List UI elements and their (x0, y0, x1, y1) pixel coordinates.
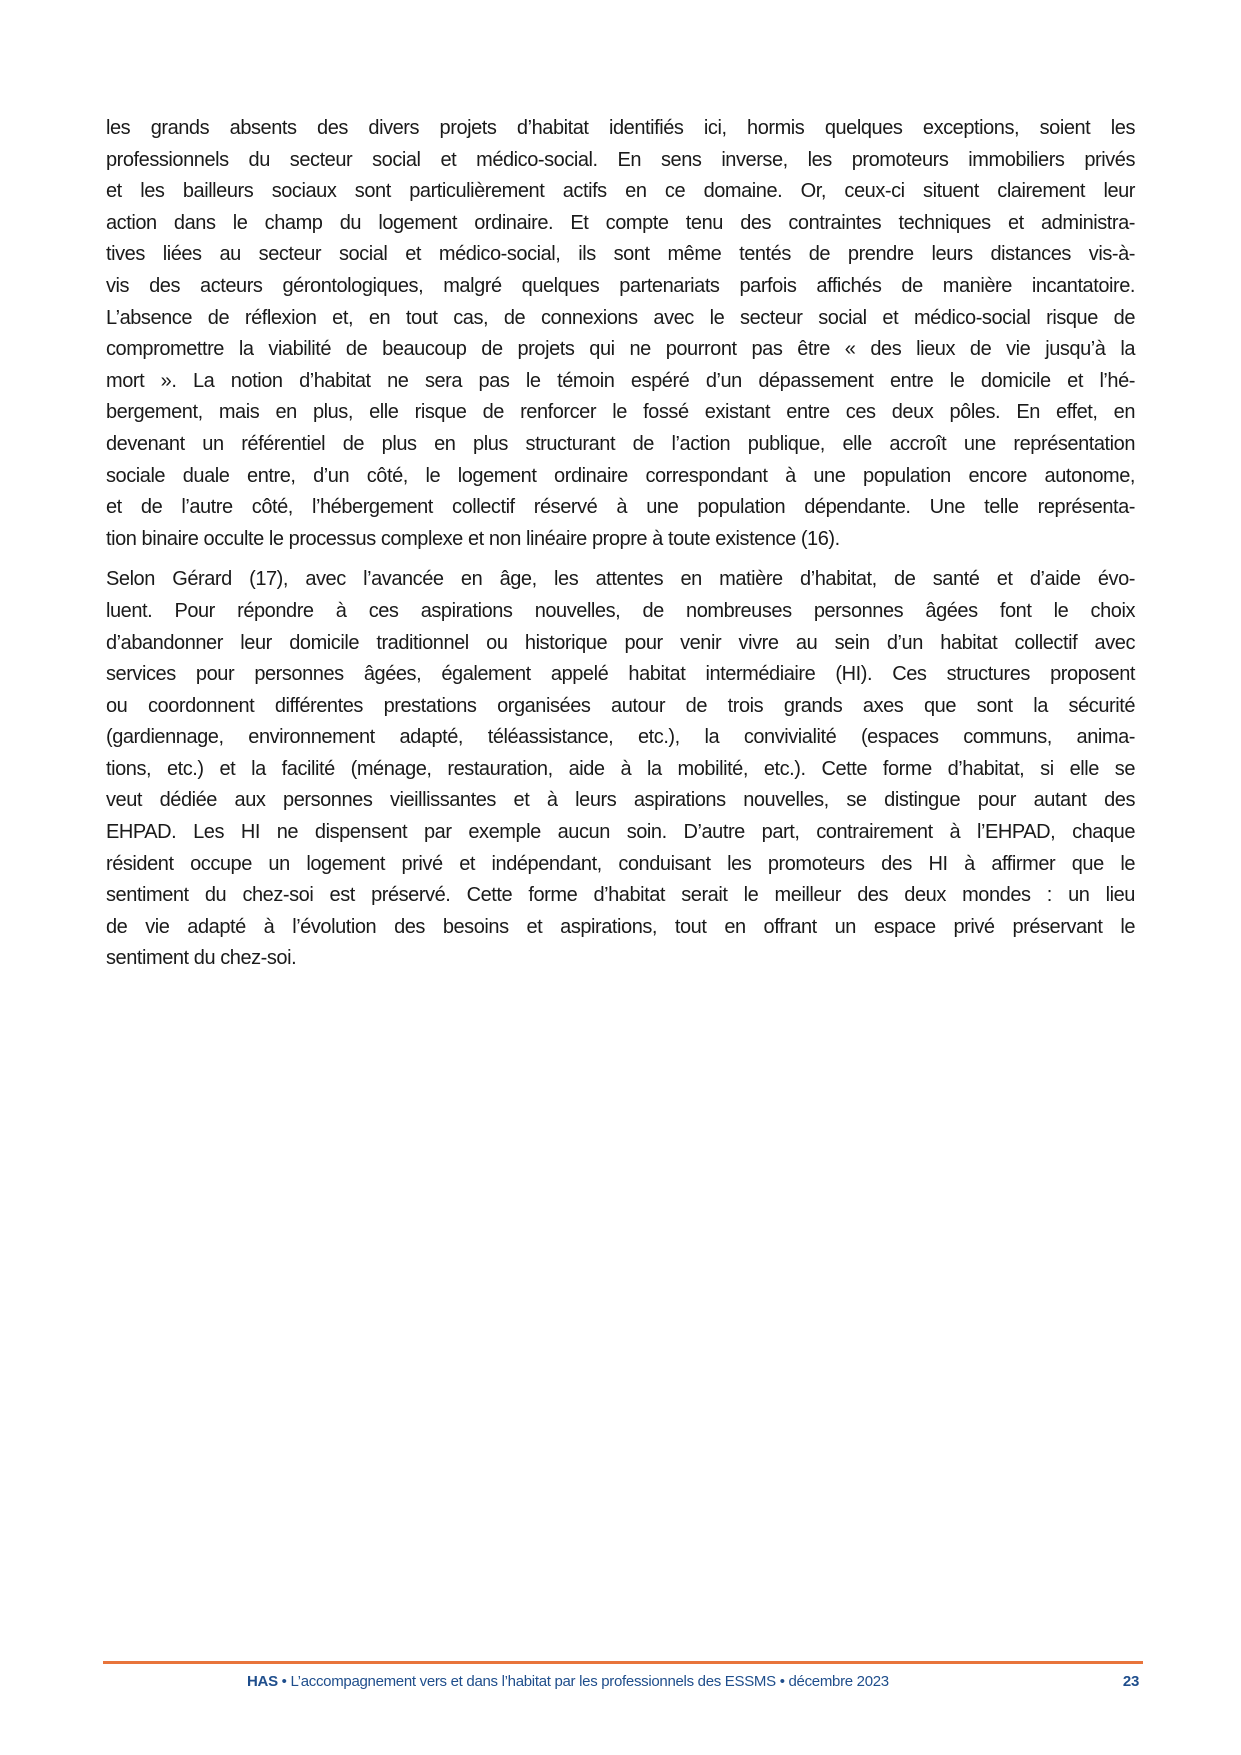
paragraph-1 (106, 113, 1135, 555)
text-line: EHPAD. Les HI ne dispensent par exemple aucun soin. D’autre part, contrairement à l’EHPAD, chaque (106, 821, 1135, 844)
footer-title: L’accompagnement vers et dans l’habitat par les professionnels des ESSMS (290, 1673, 776, 1690)
text-line: résident occupe un logement privé et indépendant, conduisant les promoteurs des HI à affirmer que le (106, 852, 1135, 875)
text-line: devenant un référentiel de plus en plus structurant de l’action publique, elle accroît une représentation (106, 432, 1135, 455)
paragraph-2 (106, 564, 1135, 975)
text-line: luent. Pour répondre à ces aspirations nouvelles, de nombreuses personnes âgées font le choix (106, 599, 1135, 622)
text-line: sociale duale entre, d’un côté, le logement ordinaire correspondant à une population encore autonome, (106, 464, 1135, 487)
footer-date: décembre 2023 (788, 1673, 889, 1690)
footer-separator: • (775, 1673, 789, 1690)
page-number: 23 (1122, 1673, 1139, 1690)
text-line: d’abandonner leur domicile traditionnel ou historique pour venir vivre au sein d’un habitat collectif avec (106, 631, 1135, 654)
text-line: action dans le champ du logement ordinaire. Et compte tenu des contraintes techniques et administra- (106, 211, 1135, 234)
page-footer (103, 1673, 1143, 1695)
text-line: bergement, mais en plus, elle risque de renforcer le fossé existant entre ces deux pôles. En effet, en (106, 401, 1135, 424)
text-line: mort ». La notion d’habitat ne sera pas le témoin espéré d’un dépassement entre le domicile et l’hé- (106, 369, 1135, 392)
text-line: les grands absents des divers projets d’habitat identifiés ici, hormis quelques exceptions, soient les (106, 117, 1135, 139)
text-line: et les bailleurs sociaux sont particulièrement actifs en ce domaine. Or, ceux-ci situent clairement leur (106, 180, 1135, 203)
text-line: sentiment du chez-soi est préservé. Cette forme d’habitat serait le meilleur des deux mondes : un lieu (106, 884, 1135, 907)
text-line: de vie adapté à l’évolution des besoins et aspirations, tout en offrant un espace privé préservant le (106, 915, 1135, 938)
footer-separator: • (277, 1673, 291, 1690)
text-line: Selon Gérard (17), avec l’avancée en âge, les attentes en matière d’habitat, de santé et d’aide évo- (106, 568, 1135, 591)
text-line: L’absence de réflexion et, en tout cas, de connexions avec le secteur social et médico-social risque de (106, 306, 1135, 329)
text-line: vis des acteurs gérontologiques, malgré quelques partenariats parfois affichés de manière incantatoire. (106, 274, 1135, 297)
footer-caption (247, 1673, 889, 1690)
text-line: tives liées au secteur social et médico-social, ils sont même tentés de prendre leurs distances vis-à- (106, 243, 1135, 266)
text-line: ou coordonnent différentes prestations organisées autour de trois grands axes que sont la sécurité (106, 694, 1135, 717)
text-line: tions, etc.) et la facilité (ménage, restauration, aide à la mobilité, etc.). Cette forme d’habitat, si elle se (106, 757, 1135, 780)
text-line: veut dédiée aux personnes vieillissantes et à leurs aspirations nouvelles, se distingue pour autant des (106, 789, 1135, 812)
text-line: professionnels du secteur social et médico-social. En sens inverse, les promoteurs immobiliers privés (106, 148, 1135, 171)
footer-divider (103, 1661, 1143, 1664)
text-line: tion binaire occulte le processus complexe et non linéaire propre à toute existence (16). (106, 527, 840, 550)
text-line: compromettre la viabilité de beaucoup de projets qui ne pourront pas être « des lieux de vie jusqu’à la (106, 338, 1135, 361)
text-line: sentiment du chez-soi. (106, 947, 297, 970)
text-line: services pour personnes âgées, également appelé habitat intermédiaire (HI). Ces structures proposent (106, 663, 1135, 686)
document-body (106, 113, 1135, 984)
text-line: (gardiennage, environnement adapté, téléassistance, etc.), la convivialité (espaces communs, anima- (106, 726, 1135, 749)
text-line: et de l’autre côté, l’hébergement collectif réservé à une population dépendante. Une telle représenta- (106, 496, 1135, 519)
footer-brand: HAS (247, 1673, 278, 1690)
